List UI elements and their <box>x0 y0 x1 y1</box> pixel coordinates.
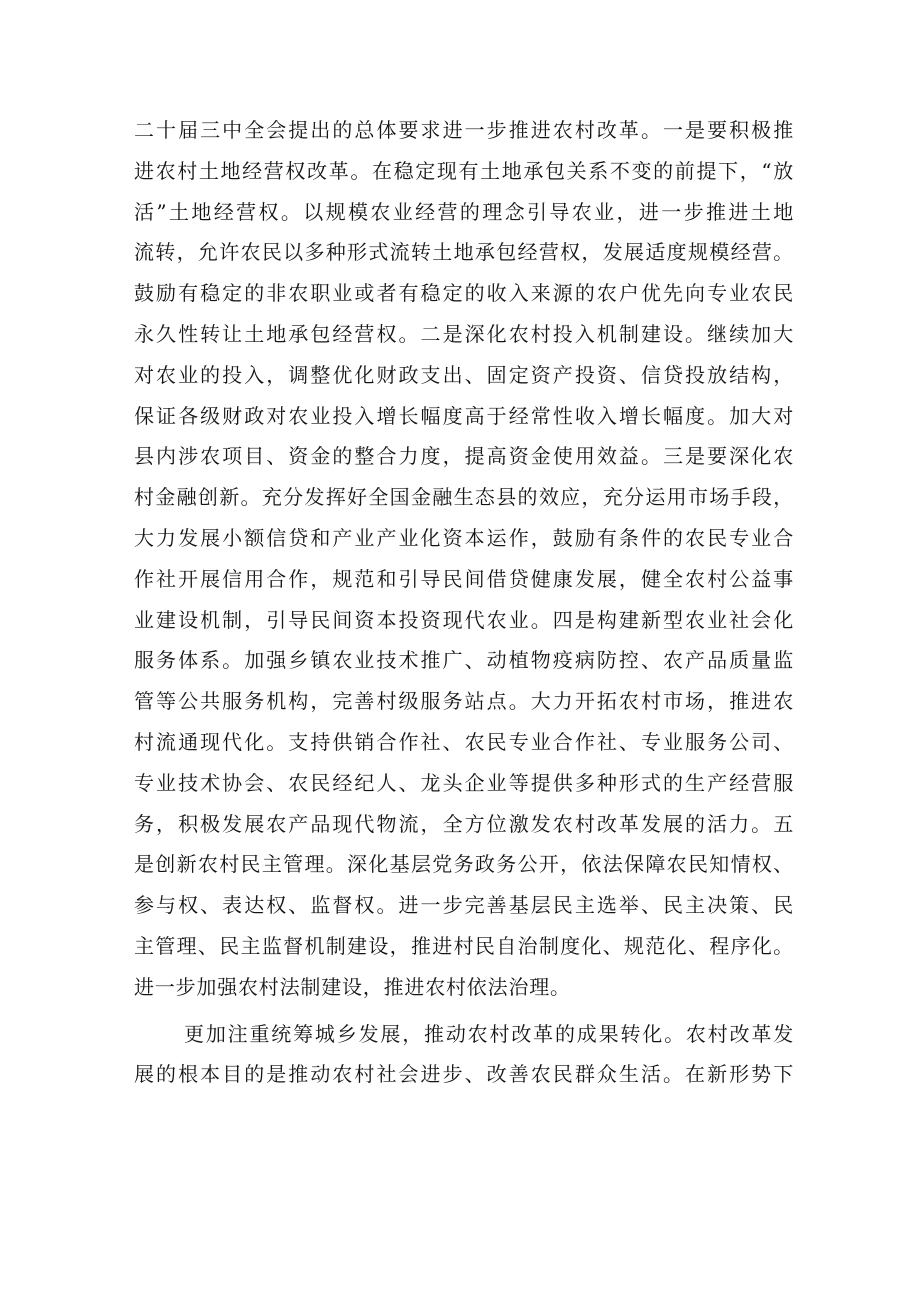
text-line: 村金融创新。充分发挥好全国金融生态县的效应，充分运用市场手段， <box>134 485 794 510</box>
body-text <box>134 110 794 1095</box>
text-line: 专业技术协会、农民经纪人、龙头企业等提供多种形式的生产经营服 <box>134 770 794 795</box>
text-line: 流转，允许农民以多种形式流转土地承包经营权，发展适度规模经营。 <box>134 240 794 265</box>
text-line: 大力发展小额信贷和产业产业化资本运作，鼓励有条件的农民专业合 <box>134 525 794 550</box>
text-line: 主管理、民主监督机制建设，推进村民自治制度化、规范化、程序化。 <box>134 933 794 958</box>
text-line: 进一步加强农村法制建设，推进农村依法治理。 <box>134 974 571 999</box>
text-line: 永久性转让土地承包经营权。二是深化农村投入机制建设。继续加大 <box>134 321 794 346</box>
text-line: 鼓励有稳定的非农职业或者有稳定的收入来源的农户优先向专业农民 <box>134 281 794 306</box>
paragraph-2 <box>134 1014 794 1096</box>
text-line: 保证各级财政对农业投入增长幅度高于经常性收入增长幅度。加大对 <box>134 403 794 428</box>
text-line: 业建设机制，引导民间资本投资现代农业。四是构建新型农业社会化 <box>134 607 794 632</box>
text-line: 活”土地经营权。以规模农业经营的理念引导农业，进一步推进土地 <box>134 199 794 224</box>
text-line: 对农业的投入，调整优化财政支出、固定资产投资、信贷投放结构， <box>134 362 794 387</box>
text-line: 进农村土地经营权改革。在稳定现有土地承包关系不变的前提下，“放 <box>134 158 794 183</box>
text-line: 管等公共服务机构，完善村级服务站点。大力开拓农村市场，推进农 <box>134 689 794 714</box>
text-line: 务，积极发展农产品现代物流，全方位激发农村改革发展的活力。五 <box>134 811 794 836</box>
text-line: 展的根本目的是推动农村社会进步、改善农民群众生活。在新形势下 <box>134 1062 794 1087</box>
text-line: 是创新农村民主管理。深化基层党务政务公开，依法保障农民知情权、 <box>134 852 794 877</box>
text-line: 服务体系。加强乡镇农业技术推广、动植物疫病防控、农产品质量监 <box>134 648 794 673</box>
text-line: 作社开展信用合作，规范和引导民间借贷健康发展，健全农村公益事 <box>134 566 794 591</box>
text-line: 更加注重统筹城乡发展，推动农村改革的成果转化。农村改革发 <box>184 1021 794 1046</box>
text-line: 参与权、表达权、监督权。进一步完善基层民主选举、民主决策、民 <box>134 893 794 918</box>
text-line: 二十届三中全会提出的总体要求进一步推进农村改革。一是要积极推 <box>134 118 794 142</box>
paragraph-1 <box>134 110 794 1008</box>
text-line: 村流通现代化。支持供销合作社、农民专业合作社、专业服务公司、 <box>134 729 794 754</box>
text-line: 县内涉农项目、资金的整合力度，提高资金使用效益。三是要深化农 <box>134 444 794 469</box>
